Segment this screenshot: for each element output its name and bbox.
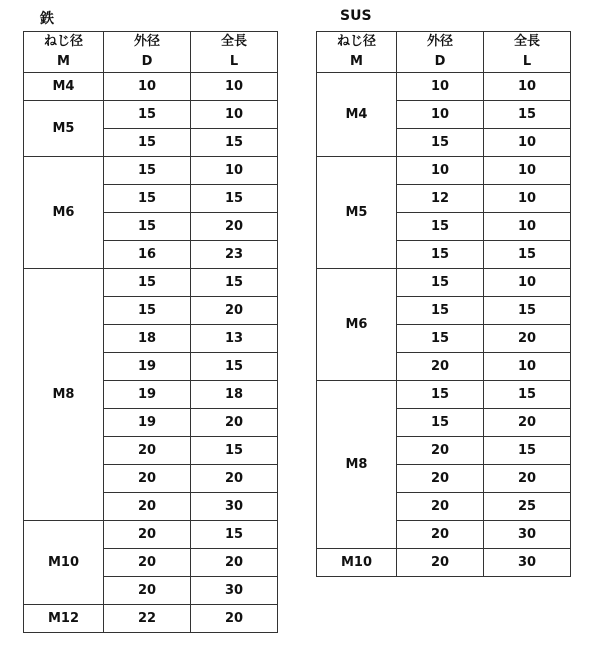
outer-diameter-cell: 15 bbox=[397, 325, 484, 353]
total-length-cell: 15 bbox=[191, 269, 278, 297]
header-symbol: L bbox=[522, 54, 532, 69]
outer-diameter-cell: 20 bbox=[397, 521, 484, 549]
table-row bbox=[317, 269, 571, 297]
iron-spec-table bbox=[23, 31, 278, 633]
total-length-cell: 15 bbox=[191, 129, 278, 157]
outer-diameter-cell: 15 bbox=[104, 269, 191, 297]
header-row bbox=[317, 32, 571, 73]
table-row bbox=[24, 73, 278, 101]
header-label: ねじ径 bbox=[43, 34, 83, 49]
total-length-cell: 20 bbox=[191, 409, 278, 437]
total-length-cell: 20 bbox=[484, 465, 571, 493]
table-row bbox=[317, 73, 571, 101]
thread-size-cell: M6 bbox=[24, 157, 104, 269]
outer-diameter-cell: 15 bbox=[397, 241, 484, 269]
outer-diameter-cell: 15 bbox=[104, 129, 191, 157]
table-row bbox=[24, 521, 278, 549]
total-length-cell: 20 bbox=[191, 549, 278, 577]
outer-diameter-cell: 15 bbox=[397, 409, 484, 437]
total-length-cell: 20 bbox=[191, 213, 278, 241]
outer-diameter-cell: 10 bbox=[397, 157, 484, 185]
thread-size-cell: M10 bbox=[24, 521, 104, 605]
outer-diameter-cell: 15 bbox=[397, 269, 484, 297]
total-length-cell: 10 bbox=[484, 269, 571, 297]
outer-diameter-cell: 15 bbox=[397, 213, 484, 241]
thread-size-cell: M12 bbox=[24, 605, 104, 633]
outer-diameter-cell: 20 bbox=[397, 353, 484, 381]
total-length-cell: 20 bbox=[191, 465, 278, 493]
total-length-cell: 10 bbox=[484, 353, 571, 381]
total-length-cell: 20 bbox=[191, 605, 278, 633]
outer-diameter-cell: 20 bbox=[104, 577, 191, 605]
total-length-cell: 10 bbox=[484, 129, 571, 157]
header-symbol: M bbox=[57, 54, 70, 69]
header-label: 外径 bbox=[133, 34, 160, 49]
outer-diameter-cell: 10 bbox=[397, 101, 484, 129]
outer-diameter-cell: 15 bbox=[397, 381, 484, 409]
outer-diameter-cell: 20 bbox=[397, 465, 484, 493]
table-row bbox=[317, 157, 571, 185]
outer-diameter-cell: 18 bbox=[104, 325, 191, 353]
total-length-cell: 15 bbox=[484, 297, 571, 325]
total-length-cell: 20 bbox=[484, 409, 571, 437]
total-length-cell: 15 bbox=[484, 381, 571, 409]
thread-size-cell: M5 bbox=[317, 157, 397, 269]
outer-diameter-cell: 12 bbox=[397, 185, 484, 213]
table-row bbox=[24, 269, 278, 297]
outer-diameter-cell: 20 bbox=[397, 493, 484, 521]
total-length-cell: 10 bbox=[191, 157, 278, 185]
total-length-cell: 30 bbox=[191, 493, 278, 521]
total-length-cell: 15 bbox=[191, 185, 278, 213]
total-length-cell: 25 bbox=[484, 493, 571, 521]
total-length-cell: 30 bbox=[484, 521, 571, 549]
section-title-iron: 鉄 bbox=[40, 11, 54, 27]
table-row bbox=[317, 549, 571, 577]
total-length-cell: 10 bbox=[484, 213, 571, 241]
total-length-cell: 20 bbox=[191, 297, 278, 325]
total-length-cell: 10 bbox=[484, 73, 571, 101]
thread-size-cell: M5 bbox=[24, 101, 104, 157]
total-length-cell: 23 bbox=[191, 241, 278, 269]
header-symbol: M bbox=[350, 54, 363, 69]
outer-diameter-cell: 19 bbox=[104, 353, 191, 381]
total-length-cell: 10 bbox=[191, 73, 278, 101]
total-length-cell: 15 bbox=[484, 101, 571, 129]
header-thread-diameter bbox=[317, 32, 397, 73]
total-length-cell: 15 bbox=[191, 353, 278, 381]
table-row bbox=[317, 381, 571, 409]
outer-diameter-cell: 15 bbox=[397, 297, 484, 325]
header-thread-diameter bbox=[24, 32, 104, 73]
outer-diameter-cell: 20 bbox=[104, 549, 191, 577]
total-length-cell: 15 bbox=[191, 521, 278, 549]
total-length-cell: 10 bbox=[191, 101, 278, 129]
header-label: 全長 bbox=[220, 34, 247, 49]
thread-size-cell: M8 bbox=[24, 269, 104, 521]
header-label: 外径 bbox=[426, 34, 453, 49]
total-length-cell: 18 bbox=[191, 381, 278, 409]
header-symbol: D bbox=[141, 54, 153, 69]
thread-size-cell: M6 bbox=[317, 269, 397, 381]
total-length-cell: 15 bbox=[191, 437, 278, 465]
outer-diameter-cell: 10 bbox=[104, 73, 191, 101]
outer-diameter-cell: 15 bbox=[104, 213, 191, 241]
table-row bbox=[24, 101, 278, 129]
outer-diameter-cell: 20 bbox=[104, 437, 191, 465]
total-length-cell: 30 bbox=[191, 577, 278, 605]
total-length-cell: 13 bbox=[191, 325, 278, 353]
header-symbol: D bbox=[434, 54, 446, 69]
header-total-length bbox=[191, 32, 278, 73]
header-row bbox=[24, 32, 278, 73]
outer-diameter-cell: 20 bbox=[104, 465, 191, 493]
outer-diameter-cell: 15 bbox=[104, 185, 191, 213]
sus-spec-table bbox=[316, 31, 571, 577]
outer-diameter-cell: 19 bbox=[104, 409, 191, 437]
thread-size-cell: M4 bbox=[24, 73, 104, 101]
outer-diameter-cell: 15 bbox=[104, 101, 191, 129]
header-label: 全長 bbox=[513, 34, 540, 49]
thread-size-cell: M4 bbox=[317, 73, 397, 157]
outer-diameter-cell: 10 bbox=[397, 73, 484, 101]
header-total-length bbox=[484, 32, 571, 73]
header-symbol: L bbox=[229, 54, 239, 69]
total-length-cell: 15 bbox=[484, 437, 571, 465]
outer-diameter-cell: 20 bbox=[104, 493, 191, 521]
total-length-cell: 30 bbox=[484, 549, 571, 577]
outer-diameter-cell: 20 bbox=[397, 437, 484, 465]
header-outer-diameter bbox=[104, 32, 191, 73]
header-label: ねじ径 bbox=[336, 34, 376, 49]
outer-diameter-cell: 20 bbox=[104, 521, 191, 549]
table-row bbox=[24, 605, 278, 633]
total-length-cell: 15 bbox=[484, 241, 571, 269]
outer-diameter-cell: 20 bbox=[397, 549, 484, 577]
total-length-cell: 20 bbox=[484, 325, 571, 353]
total-length-cell: 10 bbox=[484, 157, 571, 185]
thread-size-cell: M8 bbox=[317, 381, 397, 549]
outer-diameter-cell: 15 bbox=[104, 157, 191, 185]
thread-size-cell: M10 bbox=[317, 549, 397, 577]
outer-diameter-cell: 15 bbox=[397, 129, 484, 157]
outer-diameter-cell: 16 bbox=[104, 241, 191, 269]
outer-diameter-cell: 22 bbox=[104, 605, 191, 633]
outer-diameter-cell: 15 bbox=[104, 297, 191, 325]
total-length-cell: 10 bbox=[484, 185, 571, 213]
table-row bbox=[24, 157, 278, 185]
outer-diameter-cell: 19 bbox=[104, 381, 191, 409]
header-outer-diameter bbox=[397, 32, 484, 73]
section-title-sus: SUS bbox=[340, 8, 372, 24]
